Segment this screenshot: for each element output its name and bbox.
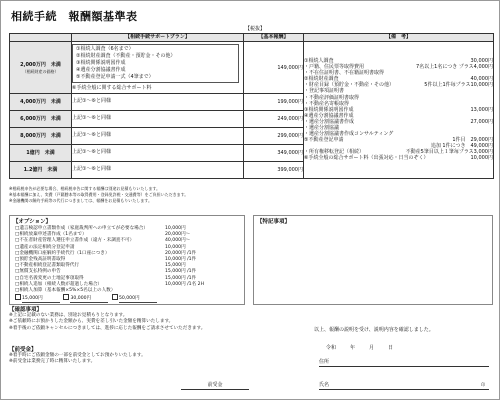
tier-plan: 上記①〜⑥と同様 <box>72 110 244 127</box>
note-line: ・所有権移転登記（相続） 不動産5筆目以上１筆毎プラス3,000円 <box>304 149 493 156</box>
tier-price: 199,000円 <box>244 93 304 110</box>
header-fee: 【基本報酬】 <box>244 34 304 42</box>
tier-price: 349,000円 <box>244 144 304 161</box>
plan-item: ④遺産分割協議書作成 <box>76 67 126 73</box>
note-line: ④遺産分割協議書作成 <box>304 112 354 119</box>
tier-plan <box>72 42 244 94</box>
note-line: 追加 1件につき 49,000円 <box>430 143 493 150</box>
option-row[interactable]: □不動産相続登記書類取得代行 15,000円 <box>15 263 186 269</box>
option-row[interactable]: □不在者財産管理人選任申立書作成（遠方・未調査不可） 40,000円〜 <box>15 238 191 244</box>
confirm-title: 【確認事項】 <box>9 307 43 313</box>
note-line: ・不動産評価証明書取得 <box>304 94 360 101</box>
note-line: ⑤不動産登記申請 1件目 29,000円 <box>304 137 493 144</box>
footnote: ※基本報酬に加え、実費（戸籍謄本等の取得費用・登録免許税・交通費等）をご負担いただきます。 <box>9 192 189 197</box>
date-field[interactable]: 令和 年 月 日 <box>326 345 394 351</box>
address-field[interactable]: 住所 <box>319 358 489 367</box>
tier-key: 8,000万円 未満 <box>10 127 72 144</box>
seal-mark: 印 <box>481 382 485 387</box>
options-section <box>9 215 245 305</box>
option-row[interactable]: □無償支払特例の申告 15,000円 /1件 <box>15 269 197 275</box>
tax-note: 【税抜】 <box>244 26 265 32</box>
amount-option[interactable]: 30,000円 <box>70 296 108 303</box>
notes-column <box>304 42 494 179</box>
option-row[interactable]: □自宅名義変更の土地記事項取得 15,000円 /1件 <box>15 275 197 281</box>
note-line: ・遺産分割協議書作成コンサルティング <box>304 131 394 138</box>
header-notes: 【備 考】 <box>304 34 494 42</box>
note-line: ・遺産分割協議 <box>304 124 340 131</box>
footnote: ※金融機関の解約手続等の代行につきましては、報酬をお見積もりいたします。 <box>9 198 152 203</box>
tier-price: 249,000円 <box>244 110 304 127</box>
confirm-line: ※ご依頼時にお預かりした金額から、実費を差し引いた金額を精算いたします。 <box>9 319 174 325</box>
note-line: ①相続人調査 30,000円 <box>304 57 493 64</box>
option-row[interactable]: □預貯金残高証明書取得 10,000円 /1件 <box>15 257 197 263</box>
tier-key: 6,000万円 未満 <box>10 110 72 127</box>
name-field[interactable]: 氏名 <box>319 381 489 390</box>
tier-plan: 上記①〜⑥と同様 <box>72 161 244 178</box>
plan-item: ①相続人調査（6名まで） <box>76 46 134 52</box>
consent-statement: 以上、報酬の説明を受け、説明内容を確認しました。 <box>314 327 434 333</box>
note-line: ②相続財産調査 40,000円 <box>304 76 493 83</box>
note-line: ・財産目録（預貯金・不動産・その他） 5件以上1件毎プラス10,000円 <box>304 82 493 89</box>
fee-table <box>9 33 494 179</box>
tier-plan: 上記①〜⑥と同様 <box>72 127 244 144</box>
checkbox[interactable] <box>15 294 21 300</box>
option-row[interactable]: □相続放棄申述書作成（1名まで） 20,000円〜 <box>15 232 191 238</box>
tier-plan: 上記①〜⑥と同様 <box>72 93 244 110</box>
amount-choices <box>15 294 244 303</box>
confirm-line: ※上記に記載のない業務は、別途お見積もりとなります。 <box>9 313 128 319</box>
footnote: ※相続税申告が必要な場合、相続税申告に関する報酬は別途お見積もりいたします。 <box>9 186 161 191</box>
tier-price: 399,000円 <box>244 161 304 178</box>
option-row[interactable]: □遺産の法定相続分登記申請 10,000円 <box>15 244 186 250</box>
header-plan: 【相続手続サポートプラン】 <box>72 34 244 42</box>
footnotes <box>9 186 489 204</box>
amount-label: □相続人加算（基本報酬×5%×5名以上の人数） <box>15 288 116 294</box>
prepay-line: ※前受金は業務完了時に精算いたします。 <box>9 359 96 365</box>
checkbox[interactable] <box>112 294 118 300</box>
note-line: ⑥手続全般の総合サポート料（出張対応・日当のぞく） 10,000円 <box>304 155 493 162</box>
amount-option[interactable]: 15,000円 <box>22 296 60 303</box>
note-line: ・不動産名寄帳取得 <box>304 100 350 107</box>
note-line: ・登記事項証明書 <box>304 88 345 95</box>
special-notes-section[interactable] <box>253 215 493 305</box>
options-title: 【オプション】 <box>13 219 52 225</box>
note-line: ・戸籍、住民票等取得費用 7名以上1名につき プラス4,000円 <box>304 64 493 71</box>
tier-plan: 上記①〜⑥と同様 <box>72 144 244 161</box>
special-notes-title: 【特記事項】 <box>257 219 291 225</box>
tier-key: 1億円 未満 <box>10 144 72 161</box>
page-title: 相続手続 報酬額基準表 <box>11 10 138 23</box>
tier-key-sub: （相続財産の価格） <box>22 68 59 74</box>
amount-option[interactable]: 50,000円 <box>119 296 157 303</box>
prepay-title: 【前受金】 <box>9 347 37 353</box>
note-line: ・不在住証明書、不在籍証明書取得 <box>304 70 385 77</box>
plan-item: ⑤不動産登記申請一式（4筆まで） <box>76 74 154 80</box>
prepay-line: ※着手時にご依頼金額の一部を前受金としてお預かりいたします。 <box>9 353 146 359</box>
plan-item: ②相続財産調査（不動産・預貯金・その他） <box>76 53 176 59</box>
header-blank <box>10 34 72 42</box>
plan-item: ⑥手続全般に関する総合サポート料 <box>72 85 152 91</box>
note-line: ・遺産分割協議書作成 27,000円 <box>304 118 493 125</box>
tier-key <box>10 42 72 94</box>
note-line: ③相続関係説明図作成 13,000円 <box>304 106 493 113</box>
option-row[interactable]: □金融機関口座解約手続代行（1口座につき） 20,000円 /1件 <box>15 250 197 256</box>
confirm-section <box>9 307 245 332</box>
tier-price: 299,000円 <box>244 127 304 144</box>
tier-key: 4,000万円 未満 <box>10 93 72 110</box>
option-row[interactable]: □相続人追加（相続人数が超過した場合） 10,000円 /1名 2H <box>15 281 205 287</box>
prepay-section <box>9 347 245 366</box>
confirm-line: ※着手後のご依頼キャンセルにつきましては、進捗に応じた報酬をご請求させていただきます。 <box>9 325 206 331</box>
option-row[interactable]: □遺言検認申立書類作成（家庭裁判所への申立てが必要な場合） 10,000円 <box>15 226 186 231</box>
received-field[interactable]: 前受金 <box>181 381 249 390</box>
plan-box <box>72 44 239 83</box>
tier-key-label: 2,000万円 未満 <box>20 61 61 68</box>
tier-price: 149,000円 <box>244 42 304 94</box>
plan-item: ③相続関係説明図作成 <box>76 60 126 66</box>
tier-key: 1.2億円 未満 <box>10 161 72 178</box>
checkbox[interactable] <box>63 294 69 300</box>
